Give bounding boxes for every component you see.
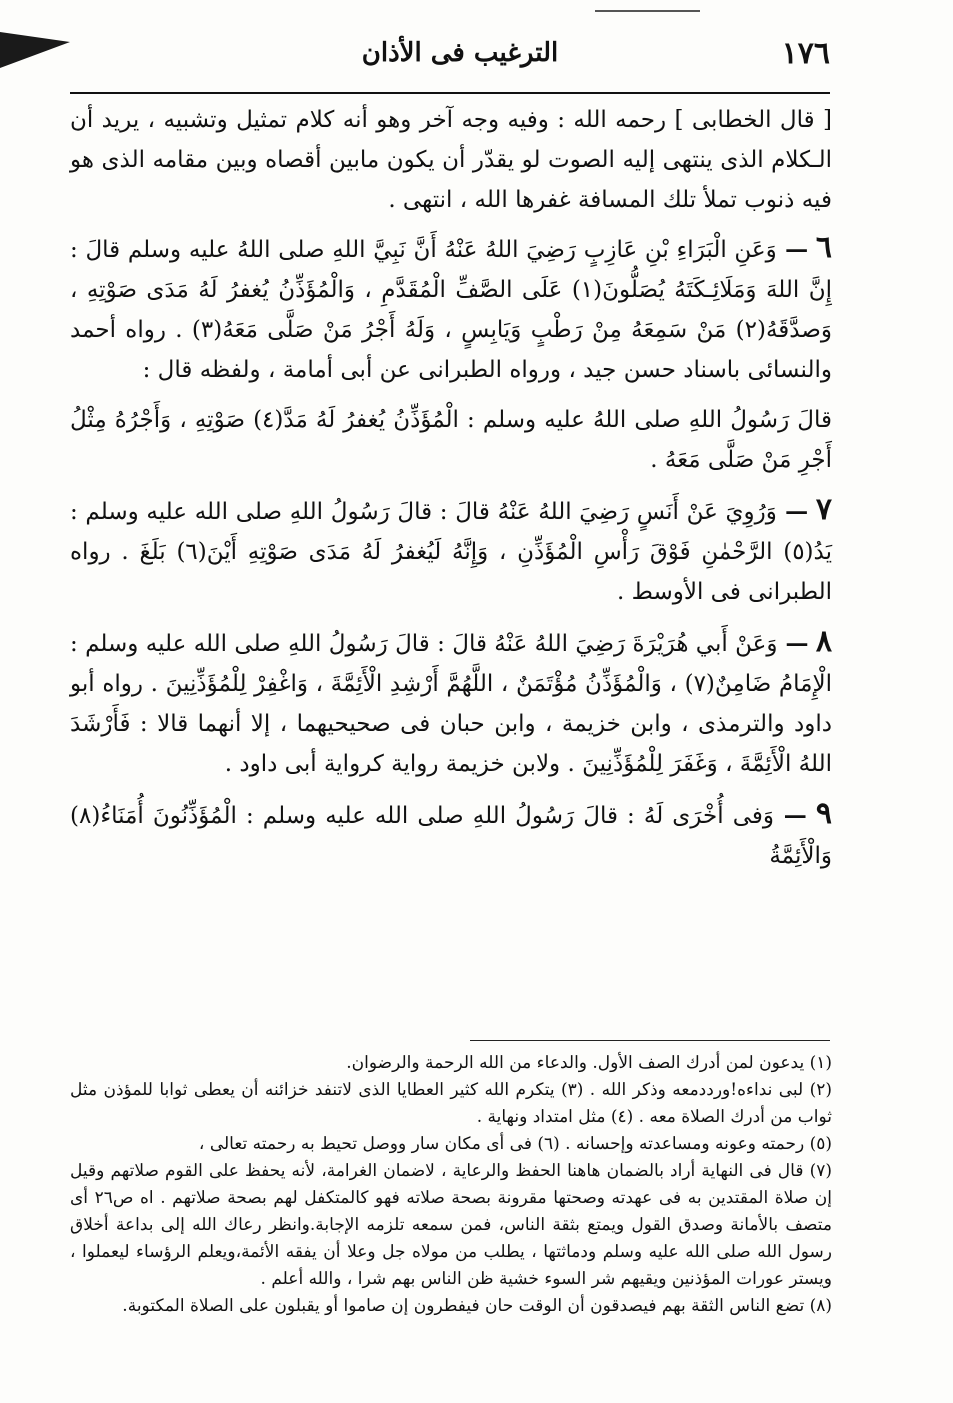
hadith-text: وَعَنْ أَبي هُرَيْرَةَ رَضِيَ اللهُ عَنْهُ قالَ : قالَ رَسُولُ اللهِ صلى الله عليه وسلم : الْإِمَامُ ضَامِنٌ(٧) ، وَالْمُؤَذِّنُ مُؤْتَمَنٌ ، اللَّهُمَّ أَرْشِدِ الْأَئِمَّةَ ، وَاغْفِرْ لِلْمُؤَذِّنِينَ . رواه أبو داود والترمذى ، وابن خزيمة ، وابن حبان فى صحيحيهما ، إلا أنهما قالا : فَأَرْشَدَ اللهُ الْأَئِمَّةَ ، وَغَفَرَ لِلْمُؤَذِّنِينَ . ولابن خزيمة رواية كرواية أبى داود . [70, 631, 832, 777]
footnote-5-6: (٥) رحمته وعونه ومساعدته وإحسانه . (٦) فى أى مكان سار ووصل تحيط به رحمته تعالى ، [198, 1134, 832, 1154]
hadith-text: وَرُوِيَ عَنْ أَنَسٍ رَضِيَ اللهُ عَنْهُ قالَ : قالَ رَسُولُ اللهِ صلى الله عليه وسلم : يَدُ(٥) الرَّحْمٰنِ فَوْقَ رَأْسِ الْمُؤَذِّنِ ، وَإِنَّهُ لَيُغفرُ لَهُ مَدَى صَوْتِهِ أَيْنَ(٦) بَلَغَ . رواه الطبرانى فى الأوسط . [70, 499, 832, 605]
running-title: الترغيب فى الأذان [361, 38, 559, 68]
hadith-number: ٦ [815, 230, 833, 265]
footnote-2-3-4: (٢) لبى نداءه!ورددمعه وذكر الله . (٣) يتكرم الله كثير العطايا الذى لاتنفد خزائنه أن يعطى ثوابا للمؤذن مثل ثواب من أدرك الصلاة معه . (٤) مثل امتداد ونهاية . [70, 1080, 832, 1127]
hadith-dash: — [776, 498, 809, 525]
hadith-number: ٧ [815, 492, 832, 527]
footnote-1: (١) يدعون لمن أدرك الصف الأول. والدعاء من الله الرحمة والرضوان. [346, 1053, 832, 1073]
hadith-dash: — [777, 630, 809, 657]
footnotes [70, 1050, 832, 1320]
scan-artifact-wedge [0, 32, 70, 68]
hadith-7 [70, 490, 832, 612]
hadith-number: ٩ [815, 796, 832, 831]
scan-artifact-line [595, 10, 700, 12]
hadith-8 [70, 622, 832, 784]
footnote-7: (٧) قال فى النهاية أراد بالضمان هاهنا الحفظ والرعاية ، لاضمان الغرامة، لأنه يحفظ على القوم صلاتهم وقيل إن صلاة المقتدين به فى عهدته وصحتها مقرونة بصحة صلاته فهو كالمتكفل لهم بصحة صلاتهم . اه ص٢٦ أى متصف بالأمانة وصدق القول ويمتع بثقة الناس، فمن سمعه تلزمه الإجابة.وانظر رعاك الله إلى بداعة أخلاق رسول الله صلى الله عليه وسلم ودماثتها ، يطلب من مولاه جل وعلا أن يفقه الأئمة،ويعلم الرؤساء ليعملوا ، ويستر عورات المؤذنين ويقيهم شر السوء خشية ظن الناس بهم شرا ، والله أعلم . [70, 1161, 832, 1289]
hadith-dash: — [773, 802, 807, 829]
hadith-text: وَعَنِ الْبَرَاءِ بْنِ عَازِبٍ رَضِيَ اللهُ عَنْهُ أَنَّ نَبِيَّ اللهِ صلى اللهُ عليه وسلم قالَ : إِنَّ اللهَ وَمَلَائِـكَتَهُ يُصَلُّونَ(١) عَلَى الصَّفِّ الْمُقَدَّمِ ، وَالْمُؤَذِّنُ يُغفرُ لَهُ مَدَى صَوْتِهِ ، وَصدَّقَهُ(٢) مَنْ سَمِعَهُ مِنْ رَطْبٍ وَيَابِسٍ ، وَلَهُ أَجْرُ مَنْ صَلَّى مَعَهُ(٣) . رواه أحمد والنسائى باسناد حسن جيد ، ورواه الطبرانى عن أبى أمامة ، ولفظه قال : [70, 237, 832, 383]
footnote-divider [470, 1040, 830, 1041]
hadith-text: وَفى أُخْرَى لَهُ : قالَ رَسُولُ اللهِ صلى الله عليه وسلم : الْمُؤَذِّنُونَ أُمَنَاءُ(٨) وَالْأَئِمَّةُ [70, 803, 832, 869]
intro-paragraph: [ قال الخطابى ] رحمه الله : وفيه وجه آخر وهو أنه كلام تمثيل وتشبيه ، يريد أن الـكلام الذى ينتهى إليه الصوت لو يقدّر أن يكون مابين أقصاه وبين مقامه الذى هو فيه ذنوب تملأ تلك المسافة غفرها الله ، انتهى . [70, 107, 832, 213]
page-header [70, 36, 830, 82]
header-divider [70, 92, 830, 94]
main-text [70, 100, 832, 886]
hadith-6-second-narration: قالَ رَسُولُ اللهِ صلى اللهُ عليه وسلم : الْمُؤَذِّنُ يُغفرُ لَهُ مَدَّ(٤) صَوْتِهِ ، وَأَجْرُهُ مِثْلُ أَجْرِ مَنْ صَلَّى مَعَهُ . [70, 407, 832, 473]
hadith-6 [70, 228, 832, 390]
hadith-dash: — [776, 236, 809, 263]
page-number: ١٧٦ [781, 36, 830, 71]
hadith-9 [70, 794, 832, 876]
hadith-number: ٨ [815, 624, 832, 659]
footnote-8: (٨) تضع الناس الثقة بهم فيصدقون أن الوقت حان فيفطرون إن صاموا أو يقبلون على الصلاة المكتوبة. [122, 1296, 832, 1316]
